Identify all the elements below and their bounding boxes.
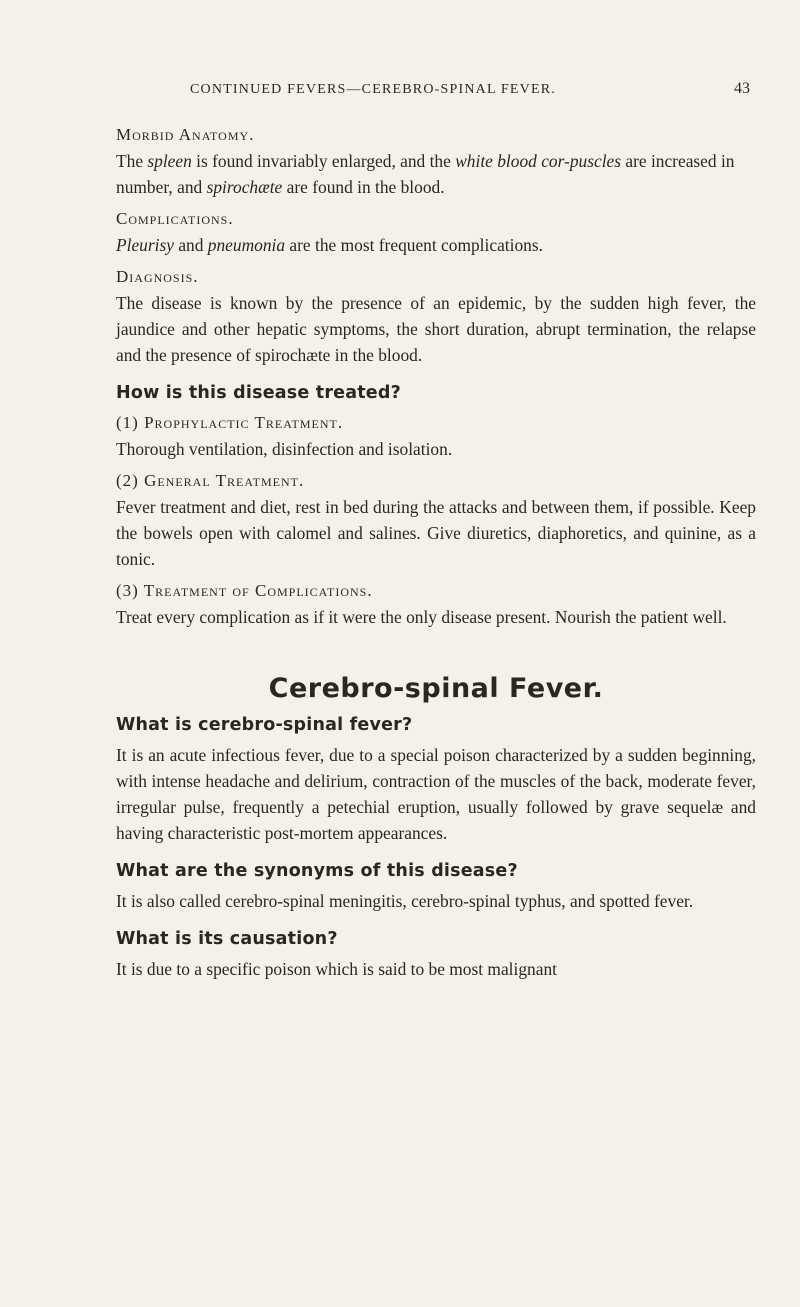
question-synonyms: What are the synonyms of this disease? [116,861,518,881]
general-treatment-paragraph: Fever treatment and diet, rest in bed during the attacks and between them, if possible. Keep the bowels open with calomel and salines. Give diuretics, diaphoretics, and quinine, as a tonic. [116,497,756,569]
complications-paragraph: Pleurisy and pneumonia are the most frequent complications. [116,235,543,255]
question-causation: What is its causation? [116,929,338,949]
morbid-anatomy-heading: Morbid Anatomy. [116,125,255,144]
complications-treatment-heading: (3) Treatment of Complications. [116,581,373,600]
answer-definition: It is an acute infectious fever, due to a special poison characterized by a sudden beginning, with intense headache and delirium, contraction of the muscles of the back, moderate fever, irregular pulse, frequently a petechial eruption, usually followed by grave sequelæ and having characteristic post-mortem appearances. [116,745,756,843]
page-body [116,122,756,982]
answer-causation: It is due to a specific poison which is said to be most malignant [116,959,557,979]
morbid-anatomy-paragraph: The spleen is found invariably enlarged, and the white blood cor-puscles are increased in number, and spirochæte are found in the blood. [116,151,735,197]
treatment-question: How is this disease treated? [116,383,401,403]
running-title: CONTINUED FEVERS—CEREBRO-SPINAL FEVER. [190,82,556,97]
prophylactic-paragraph: Thorough ventilation, disinfection and isolation. [116,439,453,459]
complications-treatment-paragraph: Treat every complication as if it were the only disease present. Nourish the patient well. [116,607,727,627]
complications-heading: Complications. [116,209,234,228]
prophylactic-heading: (1) Prophylactic Treatment. [116,413,344,432]
general-treatment-heading: (2) General Treatment. [116,471,305,490]
diagnosis-paragraph: The disease is known by the presence of an epidemic, by the sudden high fever, the jaundice and other hepatic symptoms, the short duration, abrupt termination, the relapse and the presence of spirochæte in the blood. [116,293,756,365]
answer-synonyms: It is also called cerebro-spinal meningitis, cerebro-spinal typhus, and spotted fever. [116,891,694,911]
page-number: 43 [734,80,750,97]
diagnosis-heading: Diagnosis. [116,267,199,286]
question-definition: What is cerebro-spinal fever? [116,715,413,735]
running-header [190,82,750,98]
cerebro-spinal-title: Cerebro-spinal Fever. [268,673,604,704]
